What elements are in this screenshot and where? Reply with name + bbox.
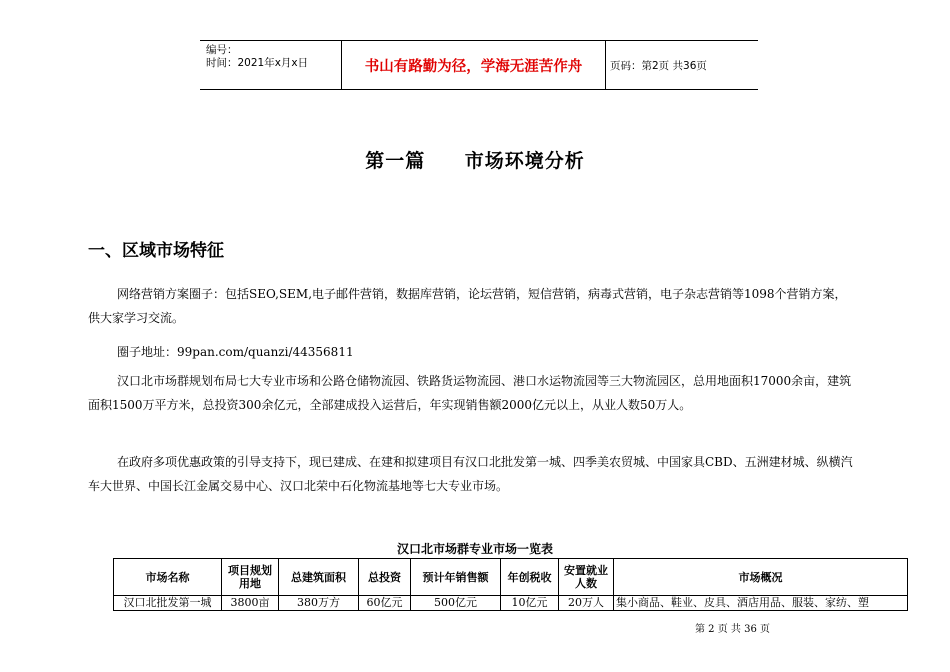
page-footer: 第 2 页 共 36 页 [695, 624, 770, 635]
table-cell: 3800亩 [222, 596, 279, 611]
header-meta [206, 44, 308, 70]
table-cell: 汉口北批发第一城 [114, 596, 222, 611]
header-motto: 书山有路勤为径，学海无涯苦作舟 [341, 41, 606, 89]
col-header: 总建筑面积 [279, 559, 359, 596]
col-header: 市场名称 [114, 559, 222, 596]
table-cell: 60亿元 [359, 596, 411, 611]
col-header: 预计年销售额 [411, 559, 501, 596]
table-cell: 集小商品、鞋业、皮具、酒店用品、服装、家纺、塑 [614, 596, 908, 611]
table-cell: 380万方 [279, 596, 359, 611]
table-caption: 汉口北市场群专业市场一览表 [396, 542, 553, 556]
col-header: 总投资 [359, 559, 411, 596]
document-title: 第一篇 市场环境分析 [365, 150, 585, 172]
paragraph: 汉口北市场群规划布局七大专业市场和公路仓储物流园、铁路货运物流园、港口水运物流园等三大物流园区，总用地面积17000余亩，建筑面积1500万平方米，总投资300余亿元，全部建成投入运营后，年实现销售额2000亿元以上，从业人数50万人。 [88, 374, 852, 412]
table-cell: 500亿元 [411, 596, 501, 611]
paragraph: 网络营销方案圈子：包括SEO,SEM,电子邮件营销，数据库营销，论坛营销，短信营销，病毒式营销，电子杂志营销等1098个营销方案，供大家学习交流。 [88, 287, 847, 325]
table-row [114, 596, 908, 611]
header-page-info: 页码：第2页 共36页 [610, 59, 707, 72]
table-header-row [114, 559, 908, 596]
col-header: 安置就业人数 [559, 559, 614, 596]
paragraph: 在政府多项优惠政策的引导支持下，现已建成、在建和拟建项目有汉口北批发第一城、四季美农贸城、中国家具CBD、五洲建材城、纵横汽车大世界、中国长江金属交易中心、汉口北荣中石化物流基地等七大专业市场。 [88, 455, 853, 493]
table-cell: 10亿元 [501, 596, 559, 611]
header-time: 时间：2021年x月x日 [206, 57, 309, 69]
page-header [200, 40, 758, 90]
col-header: 项目规划用地 [222, 559, 279, 596]
col-header: 市场概况 [614, 559, 908, 596]
section-heading: 一、区域市场特征 [88, 241, 224, 261]
market-table [113, 558, 908, 611]
col-header: 年创税收 [501, 559, 559, 596]
header-number: 编号： [206, 44, 238, 56]
table-cell: 20万人 [559, 596, 614, 611]
paragraph: 圈子地址：99pan.com/quanzi/44356811 [117, 345, 354, 359]
